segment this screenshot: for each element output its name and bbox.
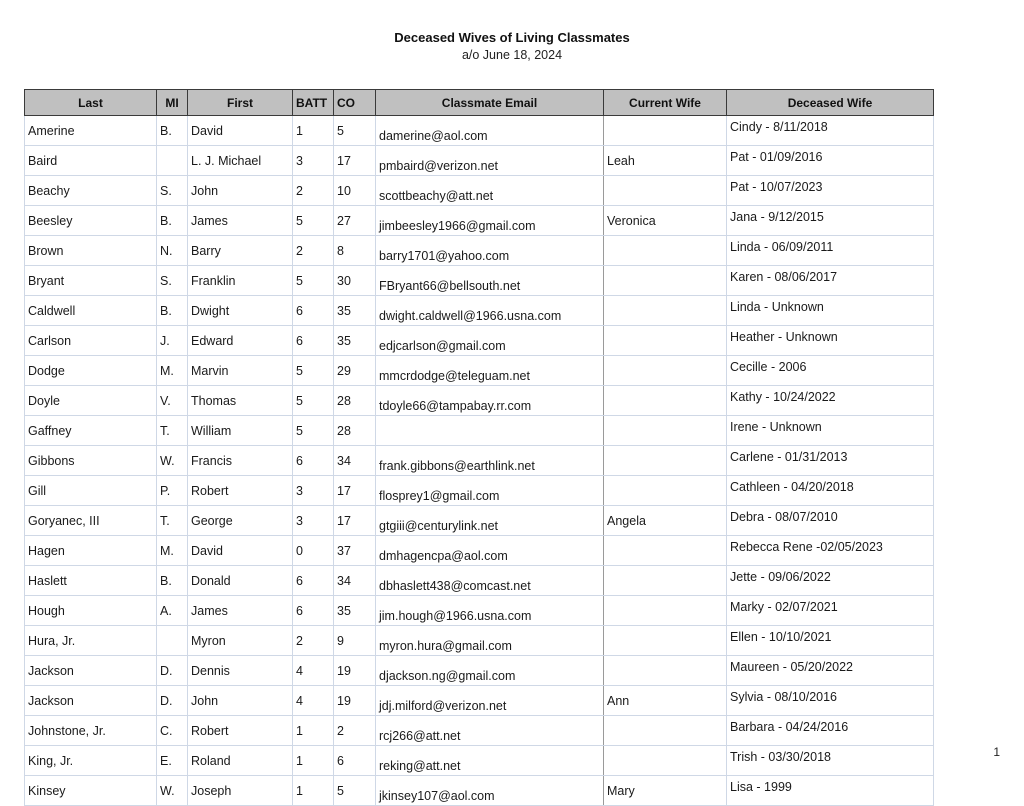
cell-last: Brown: [25, 236, 157, 266]
cell-current-wife: [604, 446, 727, 476]
cell-batt: 1: [293, 716, 334, 746]
header-row: [25, 90, 934, 116]
cell-co: 35: [334, 296, 376, 326]
cell-email: pmbaird@verizon.net: [376, 146, 604, 176]
table-row: [25, 536, 934, 566]
table-row: [25, 656, 934, 686]
cell-last: Caldwell: [25, 296, 157, 326]
cell-first: David: [188, 536, 293, 566]
cell-email: jim.hough@1966.usna.com: [376, 596, 604, 626]
cell-co: 9: [334, 626, 376, 656]
cell-current-wife: [604, 716, 727, 746]
cell-deceased-wife: Debra - 08/07/2010: [727, 506, 934, 536]
cell-last: Goryanec, III: [25, 506, 157, 536]
cell-deceased-wife: Linda - 06/09/2011: [727, 236, 934, 266]
cell-last: Dodge: [25, 356, 157, 386]
cell-batt: 1: [293, 116, 334, 146]
cell-email: damerine@aol.com: [376, 116, 604, 146]
cell-mi: P.: [157, 476, 188, 506]
cell-first: William: [188, 416, 293, 446]
cell-deceased-wife: Lisa - 1999: [727, 776, 934, 806]
cell-first: John: [188, 176, 293, 206]
table-row: [25, 476, 934, 506]
cell-mi: A.: [157, 596, 188, 626]
classmates-table: [24, 89, 934, 806]
cell-current-wife: [604, 626, 727, 656]
cell-last: Bryant: [25, 266, 157, 296]
cell-batt: 5: [293, 266, 334, 296]
cell-mi: B.: [157, 566, 188, 596]
cell-batt: 6: [293, 566, 334, 596]
cell-first: Edward: [188, 326, 293, 356]
document-subtitle-date: a/o June 18, 2024: [461, 48, 563, 62]
cell-co: 19: [334, 686, 376, 716]
cell-deceased-wife: Heather - Unknown: [727, 326, 934, 356]
column-header-first: First: [188, 90, 293, 116]
cell-mi: C.: [157, 716, 188, 746]
cell-last: Baird: [25, 146, 157, 176]
cell-deceased-wife: Marky - 02/07/2021: [727, 596, 934, 626]
table-row: [25, 176, 934, 206]
cell-first: Dennis: [188, 656, 293, 686]
cell-deceased-wife: Maureen - 05/20/2022: [727, 656, 934, 686]
cell-email: jkinsey107@aol.com: [376, 776, 604, 806]
cell-first: Myron: [188, 626, 293, 656]
cell-last: Beesley: [25, 206, 157, 236]
cell-last: Jackson: [25, 656, 157, 686]
cell-last: Gibbons: [25, 446, 157, 476]
cell-first: Donald: [188, 566, 293, 596]
cell-first: Franklin: [188, 266, 293, 296]
cell-mi: T.: [157, 506, 188, 536]
cell-co: 30: [334, 266, 376, 296]
cell-deceased-wife: Cindy - 8/11/2018: [727, 116, 934, 146]
cell-co: 5: [334, 776, 376, 806]
cell-batt: 6: [293, 446, 334, 476]
cell-deceased-wife: Jette - 09/06/2022: [727, 566, 934, 596]
cell-mi: E.: [157, 746, 188, 776]
cell-batt: 6: [293, 296, 334, 326]
table-row: [25, 416, 934, 446]
cell-batt: 3: [293, 506, 334, 536]
cell-first: Robert: [188, 716, 293, 746]
cell-deceased-wife: Carlene - 01/31/2013: [727, 446, 934, 476]
table-row: [25, 626, 934, 656]
cell-email: mmcrdodge@teleguam.net: [376, 356, 604, 386]
cell-email: myron.hura@gmail.com: [376, 626, 604, 656]
cell-batt: 6: [293, 326, 334, 356]
cell-deceased-wife: Pat - 10/07/2023: [727, 176, 934, 206]
cell-co: 17: [334, 476, 376, 506]
cell-email: reking@att.net: [376, 746, 604, 776]
cell-co: 28: [334, 386, 376, 416]
cell-co: 29: [334, 356, 376, 386]
cell-current-wife: [604, 536, 727, 566]
cell-first: James: [188, 596, 293, 626]
cell-current-wife: [604, 596, 727, 626]
cell-last: Jackson: [25, 686, 157, 716]
column-header-batt: BATT: [293, 90, 334, 116]
table-row: [25, 566, 934, 596]
cell-first: James: [188, 206, 293, 236]
table-row: [25, 686, 934, 716]
cell-email: tdoyle66@tampabay.rr.com: [376, 386, 604, 416]
table-row: [25, 206, 934, 236]
cell-current-wife: [604, 416, 727, 446]
table-row: [25, 446, 934, 476]
cell-deceased-wife: Karen - 08/06/2017: [727, 266, 934, 296]
cell-mi: S.: [157, 266, 188, 296]
cell-email: jimbeesley1966@gmail.com: [376, 206, 604, 236]
cell-last: King, Jr.: [25, 746, 157, 776]
cell-mi: M.: [157, 536, 188, 566]
cell-co: 6: [334, 746, 376, 776]
cell-email: dwight.caldwell@1966.usna.com: [376, 296, 604, 326]
cell-current-wife: [604, 476, 727, 506]
cell-batt: 1: [293, 746, 334, 776]
table-row: [25, 506, 934, 536]
cell-current-wife: [604, 386, 727, 416]
cell-batt: 5: [293, 416, 334, 446]
cell-email: flosprey1@gmail.com: [376, 476, 604, 506]
column-header-deceased-wife: Deceased Wife: [727, 90, 934, 116]
table-row: [25, 236, 934, 266]
cell-last: Gill: [25, 476, 157, 506]
cell-current-wife: Ann: [604, 686, 727, 716]
cell-co: 28: [334, 416, 376, 446]
cell-current-wife: [604, 116, 727, 146]
table-row: [25, 746, 934, 776]
cell-co: 34: [334, 446, 376, 476]
cell-first: Thomas: [188, 386, 293, 416]
cell-last: Hagen: [25, 536, 157, 566]
document-title: Deceased Wives of Living Classmates: [394, 30, 630, 45]
cell-co: 8: [334, 236, 376, 266]
table-row: [25, 386, 934, 416]
cell-email: rcj266@att.net: [376, 716, 604, 746]
cell-batt: 2: [293, 626, 334, 656]
cell-deceased-wife: Rebecca Rene -02/05/2023: [727, 536, 934, 566]
cell-deceased-wife: Trish - 03/30/2018: [727, 746, 934, 776]
cell-deceased-wife: Linda - Unknown: [727, 296, 934, 326]
column-header-last: Last: [25, 90, 157, 116]
cell-mi: D.: [157, 686, 188, 716]
cell-current-wife: [604, 656, 727, 686]
cell-co: 19: [334, 656, 376, 686]
cell-mi: W.: [157, 776, 188, 806]
cell-co: 37: [334, 536, 376, 566]
cell-first: Joseph: [188, 776, 293, 806]
cell-deceased-wife: Pat - 01/09/2016: [727, 146, 934, 176]
cell-current-wife: [604, 326, 727, 356]
cell-mi: M.: [157, 356, 188, 386]
cell-email: frank.gibbons@earthlink.net: [376, 446, 604, 476]
cell-current-wife: [604, 296, 727, 326]
cell-mi: W.: [157, 446, 188, 476]
cell-co: 35: [334, 596, 376, 626]
cell-last: Doyle: [25, 386, 157, 416]
page-number: 1: [993, 745, 1000, 759]
cell-co: 17: [334, 146, 376, 176]
cell-current-wife: [604, 566, 727, 596]
column-header-email: Classmate Email: [376, 90, 604, 116]
table-row: [25, 146, 934, 176]
column-header-current-wife: Current Wife: [604, 90, 727, 116]
cell-mi: V.: [157, 386, 188, 416]
cell-current-wife: Angela: [604, 506, 727, 536]
cell-last: Amerine: [25, 116, 157, 146]
cell-current-wife: Leah: [604, 146, 727, 176]
cell-last: Carlson: [25, 326, 157, 356]
cell-mi: B.: [157, 116, 188, 146]
cell-email: djackson.ng@gmail.com: [376, 656, 604, 686]
cell-email: gtgiii@centurylink.net: [376, 506, 604, 536]
cell-last: Hough: [25, 596, 157, 626]
cell-mi: D.: [157, 656, 188, 686]
cell-first: Roland: [188, 746, 293, 776]
cell-last: Kinsey: [25, 776, 157, 806]
column-header-co: CO: [334, 90, 376, 116]
cell-current-wife: Mary: [604, 776, 727, 806]
table-body: [25, 116, 934, 806]
cell-current-wife: [604, 266, 727, 296]
cell-deceased-wife: Jana - 9/12/2015: [727, 206, 934, 236]
cell-first: George: [188, 506, 293, 536]
cell-mi: J.: [157, 326, 188, 356]
cell-mi: B.: [157, 206, 188, 236]
table-row: [25, 356, 934, 386]
cell-deceased-wife: Sylvia - 08/10/2016: [727, 686, 934, 716]
cell-first: L. J. Michael: [188, 146, 293, 176]
cell-batt: 4: [293, 686, 334, 716]
cell-mi: T.: [157, 416, 188, 446]
cell-email: scottbeachy@att.net: [376, 176, 604, 206]
cell-first: Robert: [188, 476, 293, 506]
cell-co: 10: [334, 176, 376, 206]
cell-co: 5: [334, 116, 376, 146]
cell-batt: 2: [293, 236, 334, 266]
cell-batt: 3: [293, 146, 334, 176]
cell-deceased-wife: Cathleen - 04/20/2018: [727, 476, 934, 506]
cell-last: Haslett: [25, 566, 157, 596]
cell-first: Marvin: [188, 356, 293, 386]
cell-co: 27: [334, 206, 376, 236]
cell-batt: 2: [293, 176, 334, 206]
cell-co: 17: [334, 506, 376, 536]
cell-current-wife: [604, 356, 727, 386]
cell-mi: S.: [157, 176, 188, 206]
cell-batt: 5: [293, 356, 334, 386]
cell-first: John: [188, 686, 293, 716]
cell-mi: [157, 146, 188, 176]
table-row: [25, 596, 934, 626]
table-row: [25, 326, 934, 356]
cell-co: 2: [334, 716, 376, 746]
cell-co: 34: [334, 566, 376, 596]
cell-first: David: [188, 116, 293, 146]
table-row: [25, 266, 934, 296]
cell-email: edjcarlson@gmail.com: [376, 326, 604, 356]
cell-batt: 0: [293, 536, 334, 566]
table-row: [25, 716, 934, 746]
column-header-mi: MI: [157, 90, 188, 116]
cell-current-wife: [604, 236, 727, 266]
cell-current-wife: [604, 746, 727, 776]
cell-last: Beachy: [25, 176, 157, 206]
cell-deceased-wife: Irene - Unknown: [727, 416, 934, 446]
cell-mi: B.: [157, 296, 188, 326]
cell-batt: 1: [293, 776, 334, 806]
cell-batt: 3: [293, 476, 334, 506]
cell-deceased-wife: Kathy - 10/24/2022: [727, 386, 934, 416]
cell-first: Barry: [188, 236, 293, 266]
cell-last: Johnstone, Jr.: [25, 716, 157, 746]
cell-last: Hura, Jr.: [25, 626, 157, 656]
cell-current-wife: Veronica: [604, 206, 727, 236]
cell-email: jdj.milford@verizon.net: [376, 686, 604, 716]
cell-co: 35: [334, 326, 376, 356]
cell-first: Dwight: [188, 296, 293, 326]
cell-batt: 5: [293, 206, 334, 236]
cell-email: dmhagencpa@aol.com: [376, 536, 604, 566]
cell-email: barry1701@yahoo.com: [376, 236, 604, 266]
cell-email: dbhaslett438@comcast.net: [376, 566, 604, 596]
cell-batt: 6: [293, 596, 334, 626]
table-row: [25, 296, 934, 326]
cell-mi: N.: [157, 236, 188, 266]
cell-email: [376, 416, 604, 446]
cell-batt: 4: [293, 656, 334, 686]
cell-email: FBryant66@bellsouth.net: [376, 266, 604, 296]
table-header: [25, 90, 934, 116]
cell-deceased-wife: Cecille - 2006: [727, 356, 934, 386]
cell-mi: [157, 626, 188, 656]
cell-deceased-wife: Barbara - 04/24/2016: [727, 716, 934, 746]
cell-current-wife: [604, 176, 727, 206]
cell-batt: 5: [293, 386, 334, 416]
table-row: [25, 116, 934, 146]
cell-deceased-wife: Ellen - 10/10/2021: [727, 626, 934, 656]
cell-first: Francis: [188, 446, 293, 476]
cell-last: Gaffney: [25, 416, 157, 446]
